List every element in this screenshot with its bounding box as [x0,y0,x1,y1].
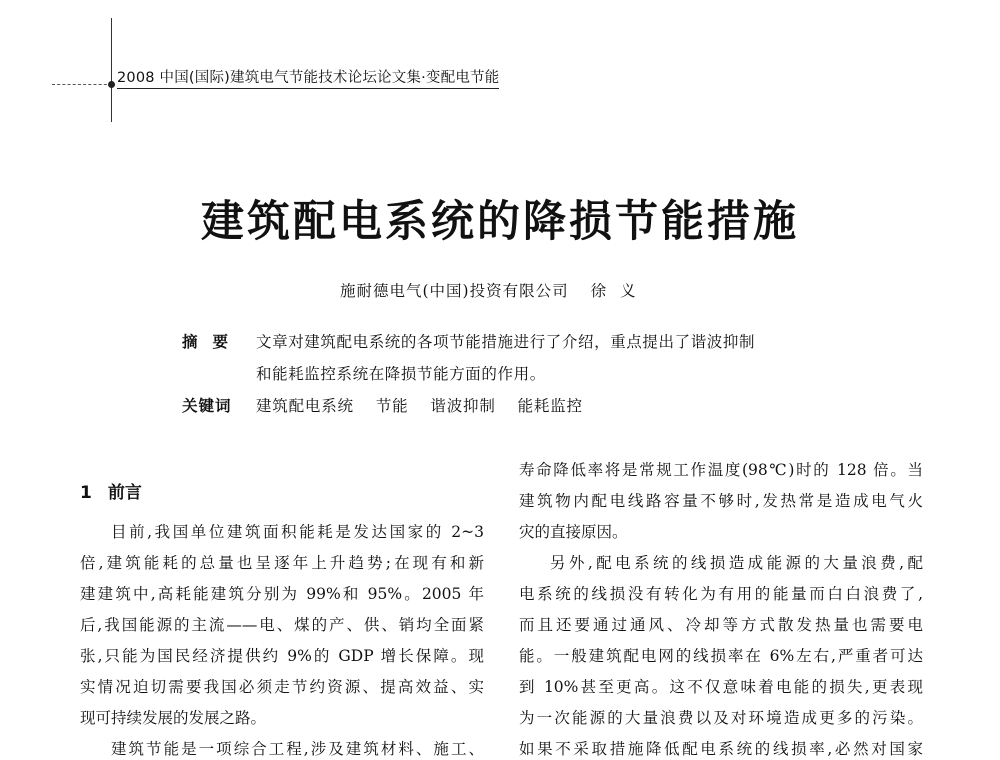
body-line: 而且还要通过通风、冷却等方式散发热量也需要电 [519,616,923,634]
section-title: 前言 [107,483,142,503]
paper-title: 建筑配电系统的降损节能措施 [201,197,799,247]
body-line: 能。一般建筑配电网的线损率在 6%左右,严重者可达 [519,647,923,665]
body-line: 寿命降低率将是常规工作温度(98℃)时的 128 倍。当 [519,461,923,479]
body-line: 建筑节能是一项综合工程,涉及建筑材料、施工、 [111,740,484,758]
keyword: 建筑配电系统 [256,397,354,415]
body-line: 如果不采取措施降低配电系统的线损率,必然对国家 [519,740,923,758]
body-line: 到 10%甚至更高。这不仅意味着电能的损失,更表现 [519,678,923,696]
body-line: 建建筑中,高耗能建筑分别为 99%和 95%。2005 年 [80,585,484,603]
body-line: 另外,配电系统的线损造成能源的大量浪费,配 [550,554,923,572]
crop-mark-vertical [111,18,112,122]
byline [340,279,650,301]
abstract-line: 文章对建筑配电系统的各项节能措施进行了介绍，重点提出了谐波抑制 [256,333,756,351]
affiliation: 施耐德电气(中国)投资有限公司 [340,282,569,300]
running-header: 2008 中国(国际)建筑电气节能技术论坛论文集·变配电节能 [117,66,499,89]
body-line: 为一次能源的大量浪费以及对环境造成更多的污染。 [519,709,923,727]
crop-mark-dot [108,81,115,88]
body-line: 灾的直接原因。 [519,523,628,541]
body-line: 张,只能为国民经济提供约 9%的 GDP 增长保障。现 [80,647,484,665]
body-line: 倍,建筑能耗的总量也呈逐年上升趋势;在现有和新 [80,554,484,572]
keyword: 节能 [375,397,409,415]
abstract-line: 和能耗监控系统在降损节能方面的作用。 [256,365,546,383]
body-line: 现可持续发展的发展之路。 [80,709,267,727]
body-line: 建筑物内配电线路容量不够时,发热常是造成电气火 [519,492,923,510]
abstract-label: 摘要 [182,333,244,351]
body-line: 目前,我国单位建筑面积能耗是发达国家的 2~3 [111,523,484,541]
body-line: 电系统的线损没有转化为有用的能量而白白浪费了, [519,585,923,603]
keywords-list [256,394,605,416]
crop-mark-horizontal [52,84,112,86]
section-heading [80,478,142,503]
keyword: 谐波抑制 [430,397,496,415]
keyword: 能耗监控 [517,397,583,415]
keywords-label: 关键词 [182,397,232,415]
author-name: 徐义 [590,282,650,300]
section-number: 1 [80,483,92,503]
body-line: 后,我国能源的主流——电、煤的产、供、销均全面紧 [80,616,484,634]
body-line: 实情况迫切需要我国必须走节约资源、提高效益、实 [80,678,484,696]
